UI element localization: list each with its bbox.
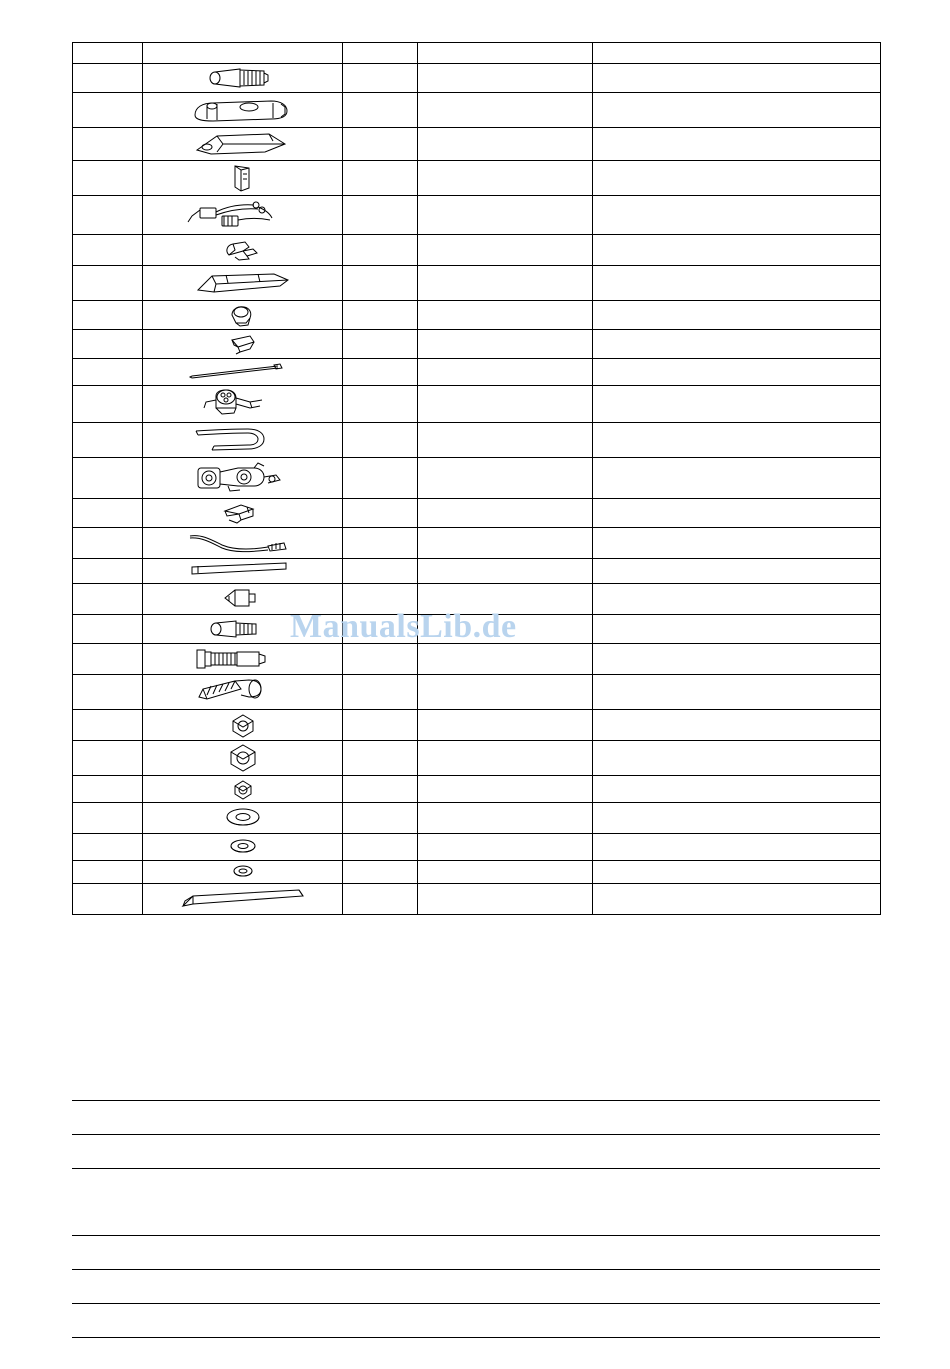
row-code-cell <box>418 528 593 559</box>
row-code-cell <box>418 675 593 710</box>
note-line <box>72 1134 880 1135</box>
washer-medium-icon <box>193 834 293 860</box>
row-code-cell <box>418 423 593 458</box>
row-image-cell <box>143 528 343 559</box>
row-desc-cell <box>593 386 881 423</box>
row-no-cell <box>73 741 143 776</box>
row-desc-cell <box>593 64 881 93</box>
row-no-cell <box>73 266 143 301</box>
row-code-cell <box>418 386 593 423</box>
row-no-cell <box>73 861 143 884</box>
grommet-cap-icon <box>188 301 298 329</box>
table-row <box>73 861 881 884</box>
row-no-cell <box>73 675 143 710</box>
row-desc-cell <box>593 803 881 834</box>
row-image-cell <box>143 803 343 834</box>
row-code-cell <box>418 235 593 266</box>
row-qty-cell <box>343 803 418 834</box>
row-image-cell <box>143 861 343 884</box>
socket-assembly-icon <box>170 386 315 422</box>
row-qty-cell <box>343 330 418 359</box>
row-image-cell <box>143 584 343 615</box>
row-code-cell <box>418 584 593 615</box>
row-code-cell <box>418 128 593 161</box>
small-clip-icon <box>188 330 298 358</box>
bolt-washer-icon <box>173 644 313 674</box>
header-cell-qty <box>343 43 418 64</box>
row-qty-cell <box>343 301 418 330</box>
note-line <box>72 1168 880 1169</box>
row-qty-cell <box>343 559 418 584</box>
note-line <box>72 1100 880 1101</box>
table-row <box>73 528 881 559</box>
row-image-cell <box>143 884 343 915</box>
row-desc-cell <box>593 528 881 559</box>
row-code-cell <box>418 615 593 644</box>
row-qty-cell <box>343 644 418 675</box>
hex-nut-small-icon <box>193 776 293 802</box>
wiring-harness-icon <box>170 196 315 234</box>
row-image-cell <box>143 834 343 861</box>
row-no-cell <box>73 710 143 741</box>
row-code-cell <box>418 861 593 884</box>
table-row <box>73 386 881 423</box>
row-code-cell <box>418 266 593 301</box>
row-no-cell <box>73 615 143 644</box>
row-code-cell <box>418 196 593 235</box>
row-image-cell <box>143 710 343 741</box>
row-desc-cell <box>593 330 881 359</box>
table-row <box>73 675 881 710</box>
table-row <box>73 710 881 741</box>
row-qty-cell <box>343 423 418 458</box>
row-no-cell <box>73 499 143 528</box>
row-desc-cell <box>593 615 881 644</box>
row-desc-cell <box>593 884 881 915</box>
row-desc-cell <box>593 584 881 615</box>
table-row <box>73 834 881 861</box>
row-code-cell <box>418 161 593 196</box>
table-row <box>73 128 881 161</box>
row-image-cell <box>143 386 343 423</box>
note-line <box>72 1235 880 1236</box>
table-row <box>73 499 881 528</box>
table-row <box>73 615 881 644</box>
row-no-cell <box>73 386 143 423</box>
row-image-cell <box>143 499 343 528</box>
row-image-cell <box>143 559 343 584</box>
flat-plate-icon <box>173 128 313 160</box>
row-desc-cell <box>593 559 881 584</box>
row-code-cell <box>418 741 593 776</box>
row-desc-cell <box>593 128 881 161</box>
row-code-cell <box>418 93 593 128</box>
row-qty-cell <box>343 741 418 776</box>
row-no-cell <box>73 559 143 584</box>
row-image-cell <box>143 675 343 710</box>
arrow-plate-icon <box>183 584 303 614</box>
row-desc-cell <box>593 196 881 235</box>
row-desc-cell <box>593 741 881 776</box>
row-no-cell <box>73 644 143 675</box>
row-no-cell <box>73 235 143 266</box>
row-no-cell <box>73 423 143 458</box>
row-qty-cell <box>343 499 418 528</box>
row-code-cell <box>418 644 593 675</box>
row-desc-cell <box>593 834 881 861</box>
row-code-cell <box>418 301 593 330</box>
row-image-cell <box>143 235 343 266</box>
table-row <box>73 803 881 834</box>
row-desc-cell <box>593 301 881 330</box>
row-qty-cell <box>343 196 418 235</box>
row-image-cell <box>143 161 343 196</box>
parts-table <box>72 42 881 915</box>
hex-bolt-small-icon <box>178 615 308 643</box>
clip-connector-icon <box>183 235 303 265</box>
row-no-cell <box>73 359 143 386</box>
row-desc-cell <box>593 93 881 128</box>
table-row <box>73 458 881 499</box>
row-image-cell <box>143 644 343 675</box>
row-qty-cell <box>343 710 418 741</box>
row-code-cell <box>418 834 593 861</box>
row-desc-cell <box>593 235 881 266</box>
row-no-cell <box>73 161 143 196</box>
row-image-cell <box>143 330 343 359</box>
table-row <box>73 584 881 615</box>
row-qty-cell <box>343 584 418 615</box>
row-desc-cell <box>593 499 881 528</box>
spring-clip-icon <box>183 499 303 527</box>
table-row <box>73 423 881 458</box>
row-no-cell <box>73 884 143 915</box>
row-desc-cell <box>593 161 881 196</box>
row-code-cell <box>418 884 593 915</box>
hex-nut-icon <box>193 710 293 740</box>
row-no-cell <box>73 584 143 615</box>
curved-cable-icon <box>168 528 318 558</box>
row-qty-cell <box>343 675 418 710</box>
row-desc-cell <box>593 710 881 741</box>
row-no-cell <box>73 301 143 330</box>
table-row <box>73 235 881 266</box>
long-rail-icon <box>163 884 323 914</box>
hex-bolt-icon <box>178 64 308 92</box>
row-no-cell <box>73 64 143 93</box>
row-no-cell <box>73 330 143 359</box>
row-desc-cell <box>593 423 881 458</box>
row-no-cell <box>73 528 143 559</box>
row-desc-cell <box>593 644 881 675</box>
row-code-cell <box>418 330 593 359</box>
table-row <box>73 301 881 330</box>
row-qty-cell <box>343 266 418 301</box>
table-row <box>73 884 881 915</box>
note-line <box>72 1303 880 1304</box>
threaded-bolt-icon <box>173 675 313 709</box>
row-code-cell <box>418 359 593 386</box>
table-row <box>73 93 881 128</box>
row-no-cell <box>73 458 143 499</box>
row-code-cell <box>418 803 593 834</box>
row-image-cell <box>143 64 343 93</box>
table-row <box>73 330 881 359</box>
row-qty-cell <box>343 834 418 861</box>
row-qty-cell <box>343 359 418 386</box>
row-desc-cell <box>593 861 881 884</box>
bracket-bar-icon <box>173 93 313 127</box>
watermark: ManualsLib.de <box>290 608 517 645</box>
table-row <box>73 64 881 93</box>
row-qty-cell <box>343 884 418 915</box>
row-desc-cell <box>593 359 881 386</box>
row-qty-cell <box>343 528 418 559</box>
table-row <box>73 776 881 803</box>
header-cell-desc <box>593 43 881 64</box>
washer-small-icon <box>193 861 293 883</box>
row-code-cell <box>418 458 593 499</box>
row-image-cell <box>143 93 343 128</box>
row-image-cell <box>143 458 343 499</box>
row-image-cell <box>143 741 343 776</box>
row-no-cell <box>73 196 143 235</box>
row-qty-cell <box>343 615 418 644</box>
row-no-cell <box>73 776 143 803</box>
row-code-cell <box>418 559 593 584</box>
row-qty-cell <box>343 861 418 884</box>
row-qty-cell <box>343 93 418 128</box>
row-image-cell <box>143 359 343 386</box>
row-qty-cell <box>343 128 418 161</box>
table-row <box>73 359 881 386</box>
row-qty-cell <box>343 458 418 499</box>
table-row <box>73 196 881 235</box>
row-qty-cell <box>343 161 418 196</box>
row-qty-cell <box>343 235 418 266</box>
row-code-cell <box>418 776 593 803</box>
row-image-cell <box>143 423 343 458</box>
washer-large-icon <box>193 803 293 833</box>
table-header-row <box>73 43 881 64</box>
flat-strap-icon <box>168 559 318 583</box>
row-qty-cell <box>343 776 418 803</box>
long-bracket-icon <box>170 266 315 300</box>
row-desc-cell <box>593 458 881 499</box>
row-no-cell <box>73 834 143 861</box>
row-no-cell <box>73 93 143 128</box>
parts-table-body <box>73 43 881 915</box>
table-row <box>73 266 881 301</box>
cable-tie-icon <box>170 359 315 385</box>
row-image-cell <box>143 266 343 301</box>
table-row <box>73 559 881 584</box>
row-no-cell <box>73 128 143 161</box>
table-row <box>73 741 881 776</box>
header-cell-no <box>73 43 143 64</box>
row-code-cell <box>418 499 593 528</box>
row-no-cell <box>73 803 143 834</box>
row-qty-cell <box>343 64 418 93</box>
row-image-cell <box>143 128 343 161</box>
tow-socket-icon <box>168 458 318 498</box>
row-code-cell <box>418 710 593 741</box>
header-cell-code <box>418 43 593 64</box>
row-desc-cell <box>593 266 881 301</box>
row-image-cell <box>143 776 343 803</box>
table-row <box>73 161 881 196</box>
row-qty-cell <box>343 386 418 423</box>
table-row <box>73 644 881 675</box>
row-image-cell <box>143 301 343 330</box>
row-desc-cell <box>593 675 881 710</box>
angle-tab-icon <box>183 161 303 195</box>
hex-nut-large-icon <box>193 741 293 775</box>
note-line <box>72 1337 880 1338</box>
row-desc-cell <box>593 776 881 803</box>
row-image-cell <box>143 196 343 235</box>
note-line <box>72 1269 880 1270</box>
row-image-cell <box>143 615 343 644</box>
header-cell-image <box>143 43 343 64</box>
row-code-cell <box>418 64 593 93</box>
u-bracket-icon <box>170 423 315 457</box>
